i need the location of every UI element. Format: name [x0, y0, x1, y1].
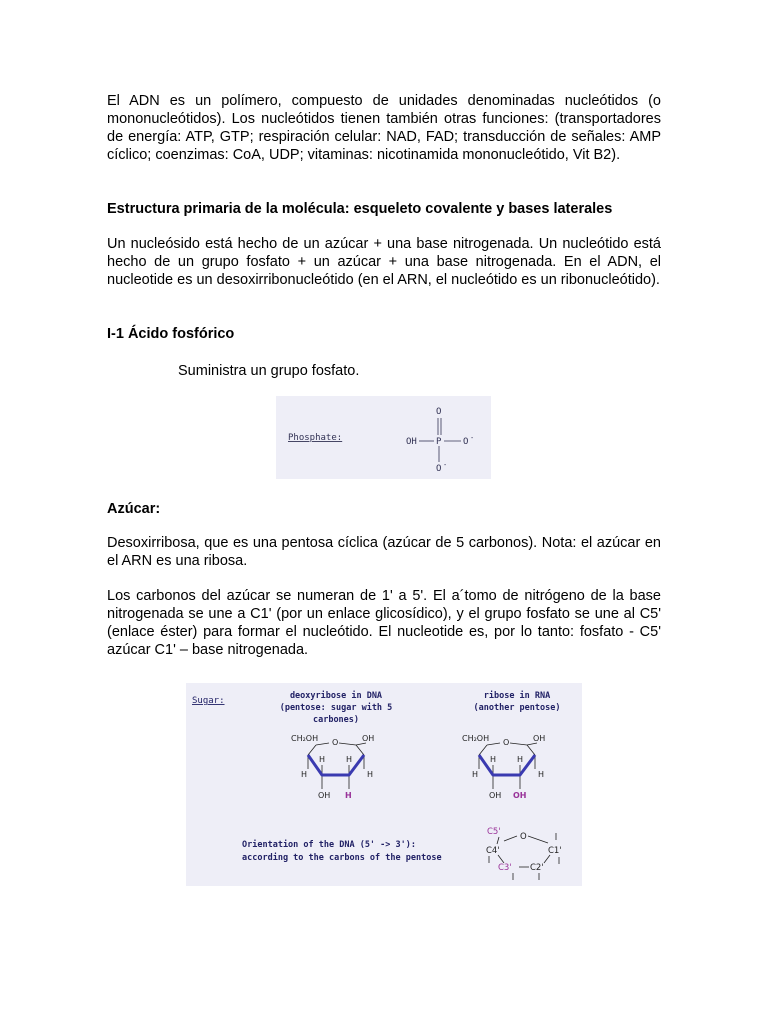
dna-h-3: H — [301, 770, 308, 779]
phosphate-atom-oh: OH — [406, 437, 417, 447]
dna-title-line2: (pentose: sugar with 5 — [279, 703, 393, 713]
carbon-numbering-ring — [486, 827, 562, 880]
phosphate-atom-o-right: O — [463, 437, 469, 447]
heading-sugar: Azúcar: — [107, 501, 161, 517]
rna-h-3: H — [472, 770, 479, 779]
heading-phosphoric-acid: I-1 Ácido fosfórico — [107, 326, 235, 342]
carbons-paragraph: Los carbonos del azúcar se numeran de 1' a 5'. El a´tomo de nitrógeno de la base nitrogenada se une a C1' (por un enlace glicosídico), y el grupo fosfato se une al C5' (enlace éster) para formar el nucleótido. El nucleotide es, por lo tanto: fosfato - C5' azúcar C1' – base nitrogenada. — [107, 588, 661, 658]
dna-h-1: H — [319, 755, 326, 764]
orientation-line2: according to the carbons of the pentose — [242, 853, 442, 863]
phosphate-charge-right: - — [470, 434, 475, 442]
orientation-line1: Orientation of the DNA (5' -> 3'): — [242, 840, 416, 850]
dna-oh-top: OH — [362, 734, 375, 743]
label-ring-o: O — [520, 832, 527, 842]
label-c1: C1' — [548, 846, 562, 856]
dna-title-line3: carbones) — [312, 715, 360, 725]
phosphate-supply-text: Suministra un grupo fosfato. — [178, 363, 360, 379]
deoxyribose-ring — [291, 734, 374, 800]
rna-h-2: H — [517, 755, 524, 764]
dna-ch2oh: CH₂OH — [291, 734, 319, 743]
dna-h-4: H — [367, 770, 374, 779]
dna-oh-bottom: OH — [318, 791, 331, 800]
phosphate-atom-o-top: O — [436, 407, 442, 417]
deoxyribose-paragraph: Desoxirribosa, que es una pentosa cíclica (azúcar de 5 carbonos). Nota: el azúcar en el ARN es una ribosa. — [107, 535, 661, 569]
label-c5: C5' — [487, 827, 501, 837]
rna-oh-bottom-left: OH — [489, 791, 502, 800]
sugar-label: Sugar: — [192, 696, 225, 706]
label-c2: C2' — [530, 863, 544, 873]
rna-h-1: H — [490, 755, 497, 764]
rna-oh-bottom-right: OH — [513, 791, 527, 800]
rna-ch2oh: CH₂OH — [462, 734, 490, 743]
phosphate-figure — [276, 396, 491, 479]
dna-h-2: H — [346, 755, 353, 764]
sugar-structure-diagram — [186, 683, 582, 886]
nucleoside-paragraph: Un nucleósido está hecho de un azúcar + una base nitrogenada. Un nucleótido está hecho de un grupo fosfato + un azúcar + una base nitrogenada. En el ADN, el nucleotide es un desoxirribonucleótido (en el ARN, el nucleótido es un ribonucleótido). — [107, 236, 661, 288]
dna-title-line1: deoxyribose in DNA — [289, 691, 383, 701]
rna-title-line1: ribose in RNA — [483, 691, 551, 701]
rna-oh-top: OH — [533, 734, 546, 743]
phosphate-label: Phosphate: — [288, 433, 343, 443]
rna-title-line2: (another pentose) — [473, 703, 561, 713]
dna-h-bottom: H — [345, 791, 352, 800]
phosphate-atom-o-bottom: O — [436, 464, 442, 474]
heading-primary-structure: Estructura primaria de la molécula: esqueleto covalente y bases laterales — [107, 201, 613, 217]
phosphate-atom-p: P — [436, 437, 442, 447]
label-c4: C4' — [486, 846, 500, 856]
sugar-figure — [186, 683, 582, 886]
rna-h-4: H — [538, 770, 545, 779]
ribose-ring — [462, 734, 545, 800]
dna-ring-o: O — [332, 738, 339, 747]
phosphate-structure-diagram — [276, 396, 491, 479]
label-c3: C3' — [498, 863, 512, 873]
phosphate-charge-bottom: - — [443, 461, 448, 469]
rna-ring-o: O — [503, 738, 510, 747]
intro-paragraph: El ADN es un polímero, compuesto de unidades denominadas nucleótidos (o mononucleótidos). Los nucleótidos tienen también otras funciones: (transportadores de energía: ATP, GTP; respiración celular: NAD, FAD; transducción de señales: AMP cíclico; coenzimas: CoA, UDP; vitaminas: nicotinamida mononucleótido, Vit B2). — [107, 93, 661, 163]
